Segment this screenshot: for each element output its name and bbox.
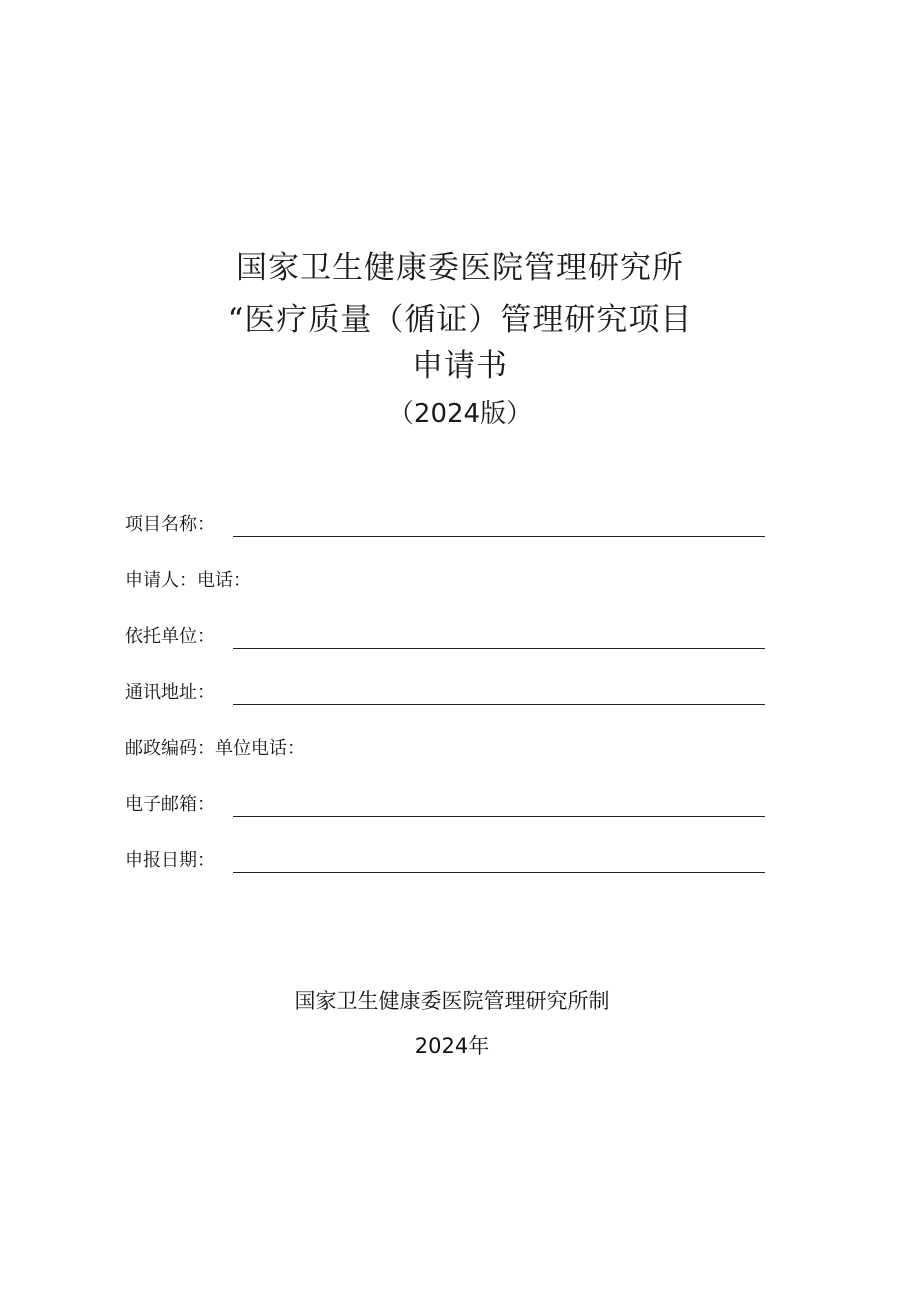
- footer-year: 2024年: [414, 1034, 490, 1058]
- label-mailing-address: 通讯地址：: [125, 682, 215, 703]
- form-row-application-date: [125, 846, 770, 876]
- form-row-email: [125, 790, 770, 820]
- label-project-name: 项目名称：: [125, 514, 215, 535]
- title-institution: 国家卫生健康委医院管理研究所: [236, 250, 684, 286]
- title-project-name: “医疗质量（循证）管理研究项目: [227, 302, 693, 338]
- footer-issuer: 国家卫生健康委医院管理研究所制: [294, 989, 610, 1013]
- blank-line-project-name: [233, 536, 765, 537]
- blank-line-email: [233, 816, 765, 817]
- label-postcode-unit-phone: 邮政编码：单位电话：: [125, 738, 305, 759]
- title-document-type: 申请书: [412, 348, 508, 384]
- label-application-date: 申报日期：: [125, 850, 215, 871]
- form-row-applicant-phone: [125, 566, 770, 596]
- label-email: 电子邮箱：: [125, 794, 215, 815]
- label-host-institution: 依托单位：: [125, 626, 215, 647]
- blank-line-host-institution: [233, 648, 765, 649]
- form-row-project-name: [125, 510, 770, 540]
- blank-line-mailing-address: [233, 704, 765, 705]
- blank-line-application-date: [233, 872, 765, 873]
- form-row-host-institution: [125, 622, 770, 652]
- form-row-postcode-unit-phone: [125, 734, 770, 764]
- label-applicant-phone: 申请人：电话：: [125, 570, 251, 591]
- title-edition: （2024版）: [387, 399, 533, 429]
- form-row-mailing-address: [125, 678, 770, 708]
